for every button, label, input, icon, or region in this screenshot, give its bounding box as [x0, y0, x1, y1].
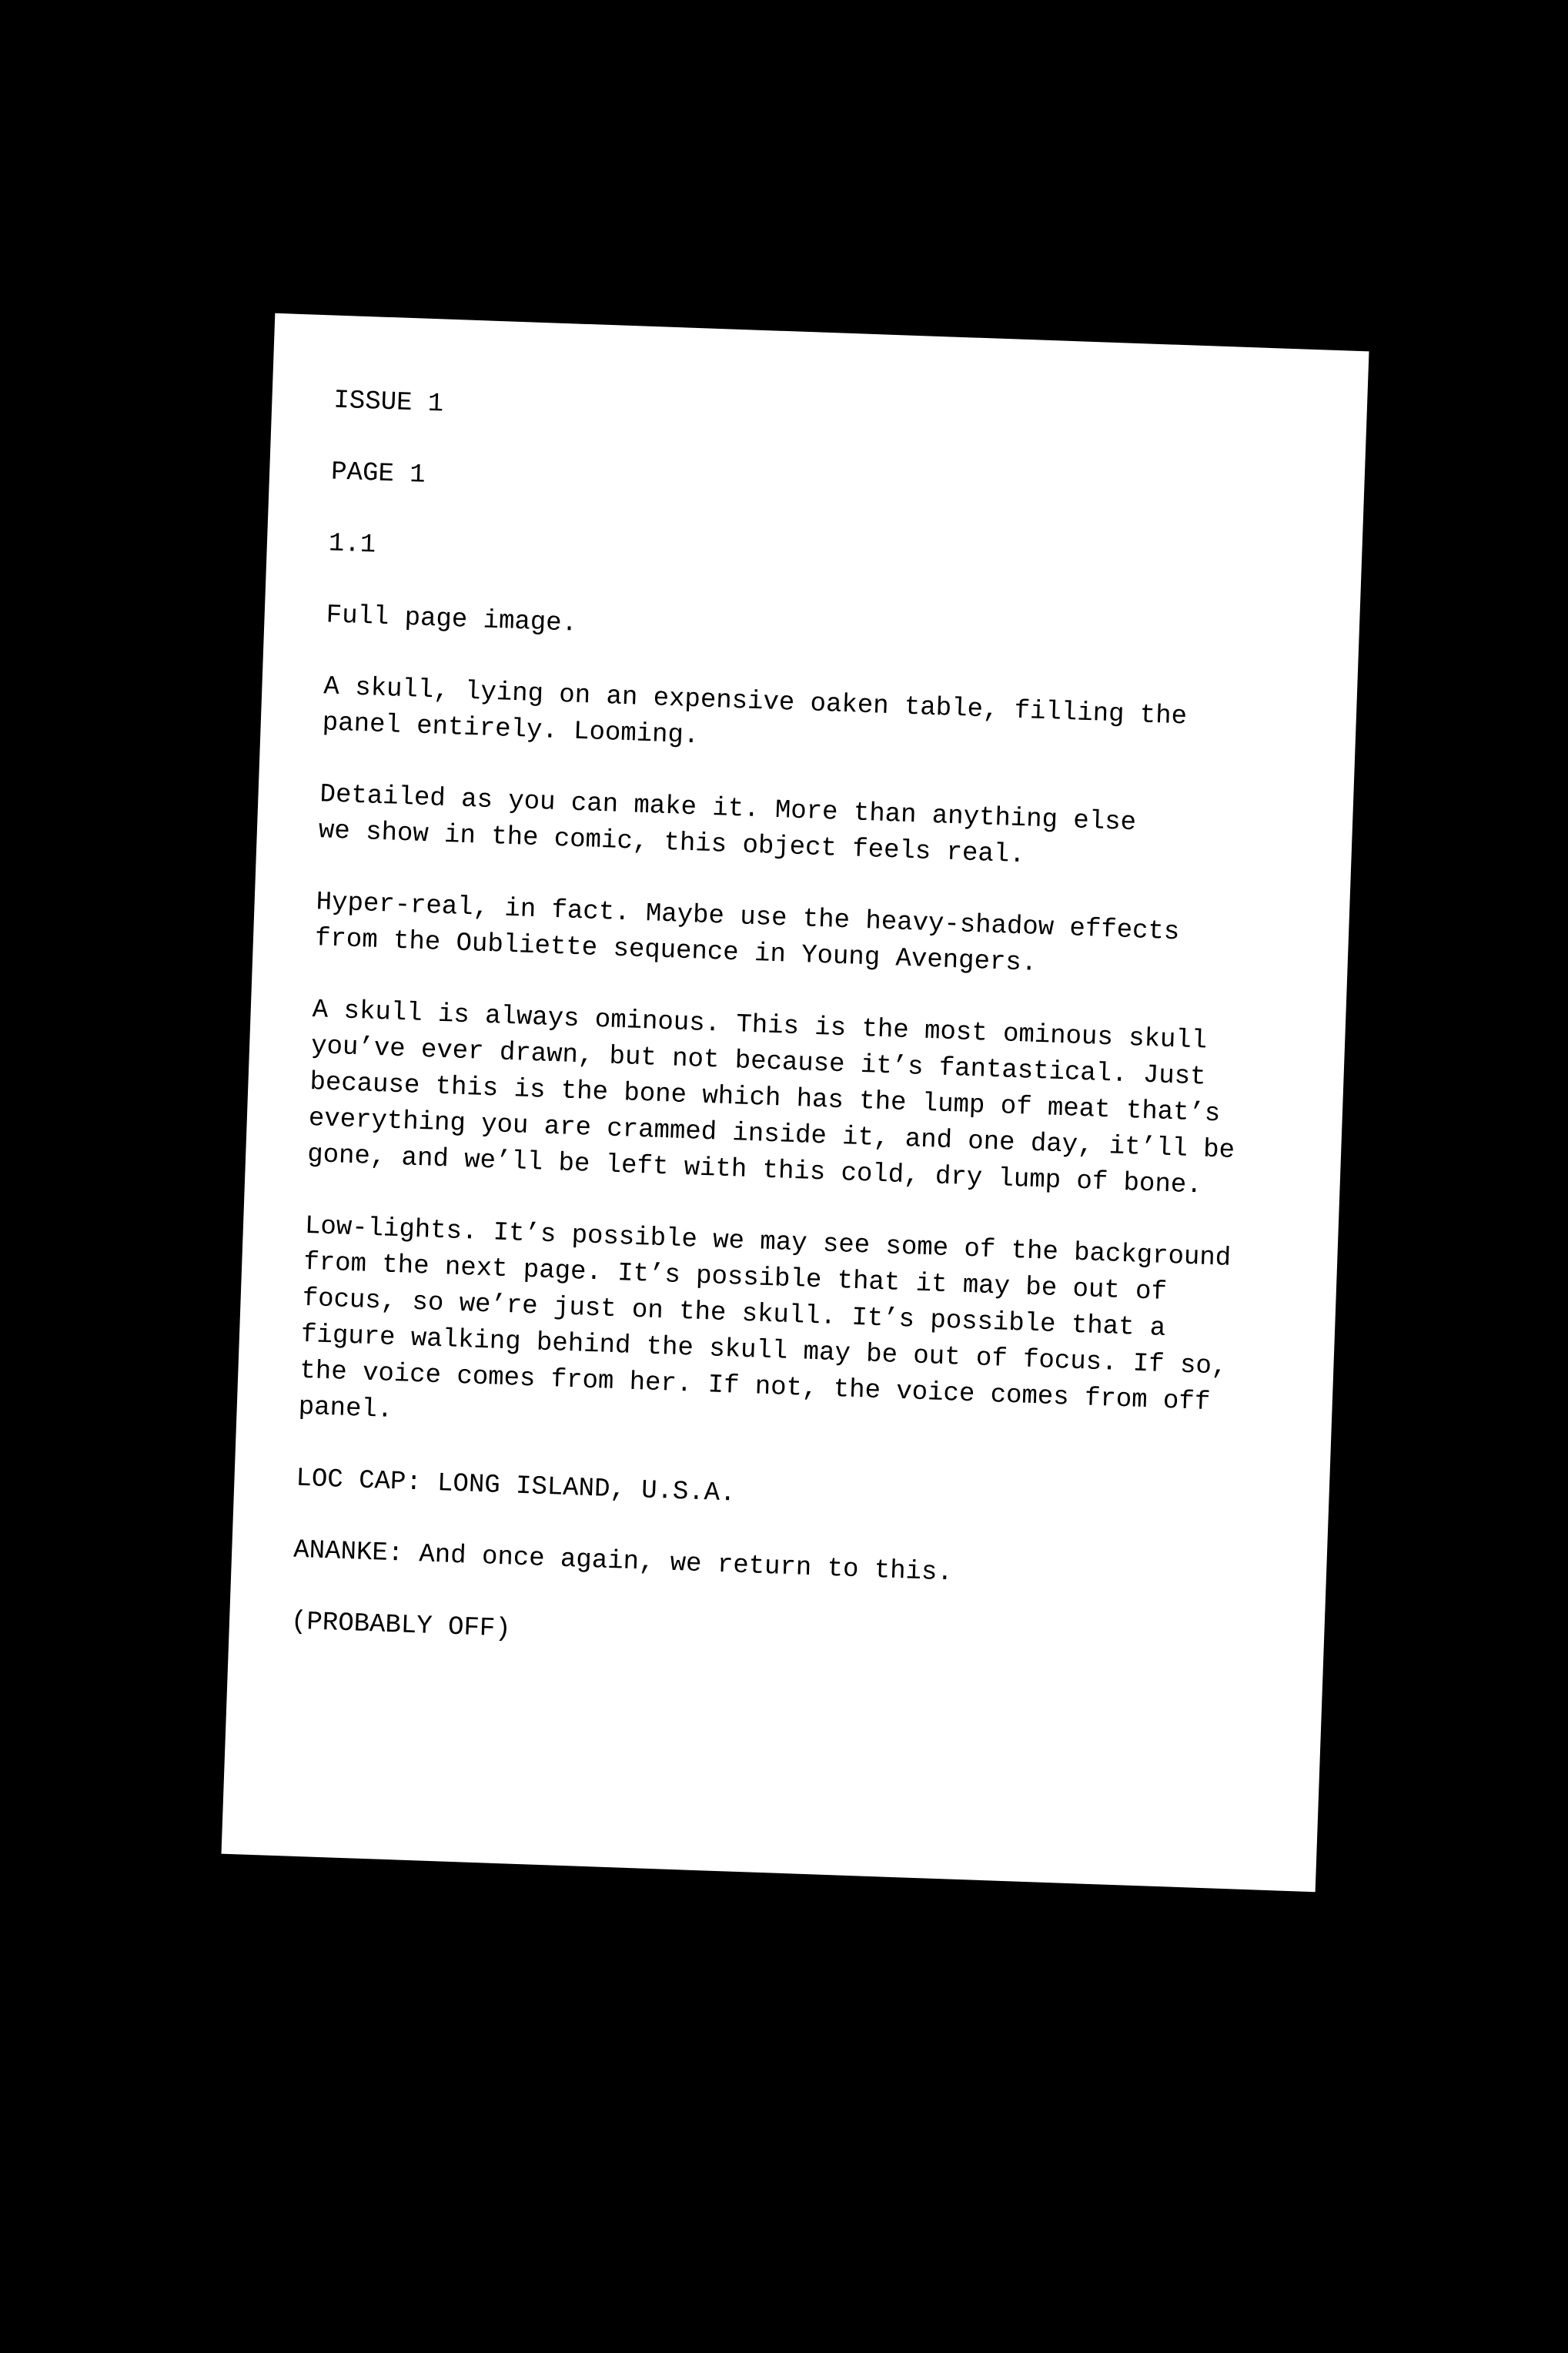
- panel-description: Detailed as you can make it. More than anything else we show in the comic, this object feels real.: [318, 780, 1137, 871]
- panel-description: Low-lights. It’s possible we may see some of the background from the next page. It’s possible that it may be out of focus, so we’re just on the skull. It’s possible that a figure walking behind the skull may be out of focus. If so, the voice comes from her. If not, the voice comes from off panel.: [298, 1211, 1232, 1425]
- dialogue-line: ANANKE: And once again, we return to this.: [293, 1535, 954, 1588]
- location-caption: LOC CAP: LONG ISLAND, U.S.A.: [295, 1464, 737, 1509]
- issue-heading: ISSUE 1: [333, 386, 444, 420]
- panel-number: 1.1: [328, 529, 376, 561]
- script-page: [221, 313, 1369, 1892]
- panel-description: A skull, lying on an expensive oaken table, filling the panel entirely. Looming.: [322, 672, 1188, 751]
- panel-description: Hyper-real, in fact. Maybe use the heavy-shadow effects from the Oubliette sequence in Young Avengers.: [314, 888, 1180, 979]
- panel-description: Full page image.: [326, 601, 578, 639]
- page-heading: PAGE 1: [330, 457, 426, 490]
- panel-description: A skull is always ominous. This is the most ominous skull you’ve ever drawn, but not because it’s fantastical. Just because this is the bone which has the lump of meat that’s everything you are crammed inside it, and one day, it’ll be gone, and we’ll be left with this cold, dry lump of bone.: [306, 996, 1235, 1201]
- stage-direction: (PROBABLY OFF): [290, 1607, 512, 1645]
